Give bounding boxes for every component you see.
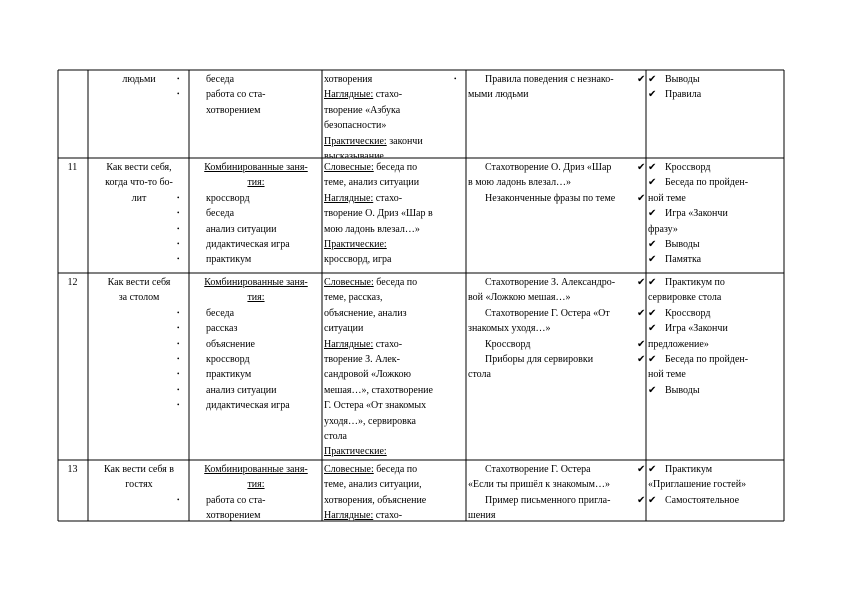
methods-line: [324, 444, 465, 459]
lesson-results: [648, 72, 784, 158]
check-icon: ✔: [648, 162, 657, 173]
check-icon: ✔: [648, 89, 657, 101]
forms-item: анализ ситуации: [206, 384, 277, 396]
lesson-materials: [468, 72, 645, 158]
lesson-materials: [468, 275, 645, 460]
check-icon: ✔: [648, 323, 657, 335]
method-text: мешая…», стахотворение: [324, 384, 433, 396]
methods-line: [324, 429, 465, 444]
lesson-number: [58, 275, 87, 460]
method-text: объяснение, анализ: [324, 307, 407, 319]
topic-line: лит: [131, 192, 147, 204]
check-icon: ✔: [648, 254, 657, 266]
materials-line: Стахотворение О. Дриз «Шар: [485, 162, 612, 173]
method-type-label: Наглядные:: [324, 192, 374, 204]
method-text: беседа по: [373, 464, 418, 475]
forms-item: практикум: [206, 254, 252, 266]
results-line: ной теме: [648, 192, 686, 204]
materials-line: Приборы для сервировки: [485, 353, 594, 365]
forms-item: хотворением: [206, 510, 261, 521]
bullet-icon: •: [454, 75, 457, 83]
check-icon: ✔: [637, 494, 646, 506]
lesson-methods: [324, 160, 465, 273]
method-text: творение «Азбука: [324, 104, 401, 116]
bullet-icon: •: [177, 240, 180, 248]
check-icon: ✔: [637, 354, 646, 365]
lesson-results: [648, 462, 784, 521]
method-text: теме, рассказ,: [324, 292, 383, 304]
forms-heading: тия:: [247, 292, 265, 304]
methods-line: [324, 191, 465, 206]
forms-item: беседа: [206, 208, 235, 220]
forms-item: кроссворд: [206, 353, 250, 365]
method-type-label: Наглядные:: [324, 89, 374, 101]
bullet-icon: •: [177, 385, 180, 394]
method-text: стахо-: [373, 89, 403, 101]
method-text: закончи: [386, 135, 423, 147]
methods-line: [324, 160, 465, 175]
materials-line: Правила поведения с незнако-: [485, 74, 614, 85]
forms-heading: Комбинированные заня-: [204, 464, 308, 475]
topic-line: гостях: [125, 479, 153, 491]
materials-line: в мою ладонь влезал…»: [468, 177, 572, 189]
method-text: Г. Остера «От знакомых: [324, 400, 427, 412]
methods-line: [324, 72, 465, 87]
topic-line: Как вести себя,: [106, 162, 172, 173]
materials-line: Незаконченные фразы по теме: [485, 192, 616, 204]
lesson-topic: [90, 275, 188, 460]
lesson-topic: [90, 72, 188, 158]
method-type-label: Словесные:: [324, 464, 374, 475]
method-text: ситуации: [324, 323, 364, 335]
methods-line: [324, 321, 465, 336]
lesson-materials: [468, 462, 645, 521]
forms-item: анализ ситуации: [206, 223, 277, 235]
lesson-number-text: 11: [67, 162, 78, 173]
results-line: Выводы: [665, 74, 700, 85]
forms-item: дидактическая игра: [206, 400, 290, 412]
method-text: хотворения: [324, 74, 373, 85]
results-line: Правила: [665, 89, 702, 101]
methods-line: [324, 252, 465, 267]
method-text: творение О. Дриз «Шар в: [324, 208, 433, 220]
materials-line: знакомых уходя…»: [468, 323, 551, 335]
results-line: Выводы: [665, 238, 700, 250]
method-text: беседа по: [373, 162, 418, 173]
results-line: Самостоятельное: [665, 494, 740, 506]
forms-item: объяснение: [206, 338, 255, 350]
methods-line: [324, 352, 465, 367]
check-icon: ✔: [637, 464, 646, 475]
results-line: ной теме: [648, 369, 686, 381]
check-icon: ✔: [648, 354, 657, 365]
lesson-results: [648, 160, 784, 273]
materials-line: Стахотворение Г. Остера: [485, 464, 591, 475]
method-text: стахо-: [373, 338, 403, 350]
method-type-label: Практические:: [324, 446, 387, 458]
forms-item: беседа: [206, 307, 235, 319]
methods-line: [324, 290, 465, 305]
bullet-icon: •: [177, 370, 180, 379]
bullet-icon: •: [177, 75, 180, 83]
results-line: Кроссворд: [665, 307, 711, 319]
check-icon: ✔: [637, 307, 646, 319]
lesson-number-text: [58, 72, 87, 87]
check-icon: ✔: [648, 307, 657, 319]
method-text: стахо-: [373, 510, 403, 521]
lesson-methods: [324, 275, 465, 460]
check-icon: ✔: [637, 162, 646, 173]
method-text: хотворения, объяснение: [324, 494, 427, 506]
methods-line: [324, 493, 465, 508]
results-line: Практикум по: [665, 277, 725, 288]
bullet-icon: •: [177, 90, 180, 99]
methods-line: [324, 237, 465, 252]
methods-line: [324, 477, 465, 492]
check-icon: ✔: [637, 277, 646, 288]
check-icon: ✔: [648, 277, 657, 288]
check-icon: ✔: [648, 177, 657, 189]
forms-item: дидактическая игра: [206, 238, 290, 250]
method-text: стола: [324, 430, 347, 442]
method-type-label: Практические:: [324, 135, 387, 147]
methods-line: [324, 103, 465, 118]
method-type-label: Наглядные:: [324, 510, 374, 521]
lesson-methods: [324, 72, 465, 158]
check-icon: ✔: [648, 384, 657, 396]
materials-line: стола: [468, 369, 491, 381]
lesson-forms: [191, 160, 321, 273]
bullet-icon: •: [177, 193, 180, 202]
materials-line: Стахотворение З. Александро-: [485, 277, 616, 288]
results-line: Игра «Закончи: [665, 323, 728, 335]
check-icon: ✔: [637, 74, 646, 85]
methods-line: [324, 222, 465, 237]
lesson-number: [58, 160, 87, 273]
methods-line: [324, 175, 465, 190]
method-text: теме, анализ ситуации: [324, 177, 420, 189]
materials-line: мыми людьми: [468, 89, 529, 101]
check-icon: ✔: [648, 208, 657, 220]
forms-item: работа со ста-: [206, 494, 266, 506]
methods-line: [324, 206, 465, 221]
forms-item: работа со ста-: [206, 89, 266, 101]
results-line: Памятка: [665, 254, 702, 266]
methods-line: [324, 149, 465, 158]
topic-line: когда что-то бо-: [105, 177, 173, 189]
topic-line: Как вести себя в: [103, 464, 174, 475]
topic-line: людьми: [122, 74, 156, 85]
method-text: творение З. Алек-: [324, 353, 400, 365]
materials-line: шения: [468, 510, 496, 521]
check-icon: ✔: [648, 74, 657, 85]
method-text: высказывание: [324, 150, 384, 158]
materials-line: Пример письменного пригла-: [485, 494, 611, 506]
results-line: Беседа по пройден-: [665, 353, 749, 365]
lesson-number-text: 12: [67, 277, 78, 288]
lesson-number-text: 13: [67, 464, 78, 475]
lesson-forms: [191, 72, 321, 158]
bullet-icon: •: [177, 324, 180, 333]
bullet-icon: •: [177, 308, 180, 317]
methods-line: [324, 508, 465, 521]
check-icon: ✔: [648, 494, 657, 506]
results-line: Игра «Закончи: [665, 208, 728, 220]
method-text: теме, анализ ситуации,: [324, 479, 422, 491]
check-icon: ✔: [637, 192, 646, 204]
methods-line: [324, 337, 465, 352]
methods-line: [324, 398, 465, 413]
materials-line: вой «Ложкою мешая…»: [468, 292, 571, 304]
materials-line: Стахотворение Г. Остера «От: [485, 307, 610, 319]
bullet-icon: •: [177, 209, 180, 218]
materials-line: Кроссворд: [485, 338, 531, 350]
bullet-icon: •: [177, 339, 180, 348]
lesson-forms: [191, 462, 321, 521]
methods-line: [324, 118, 465, 133]
results-line: Беседа по пройден-: [665, 177, 749, 189]
bullet-icon: •: [177, 355, 180, 363]
lesson-methods: [324, 462, 465, 521]
results-line: Кроссворд: [665, 162, 711, 173]
bullet-icon: •: [177, 401, 180, 410]
forms-heading: Комбинированные заня-: [204, 162, 308, 173]
forms-item: кроссворд: [206, 192, 250, 204]
method-type-label: Словесные:: [324, 277, 374, 288]
lesson-topic: [90, 462, 188, 521]
forms-item: рассказ: [206, 323, 238, 335]
forms-item: практикум: [206, 369, 252, 381]
forms-heading: Комбинированные заня-: [204, 277, 308, 288]
lesson-topic: [90, 160, 188, 273]
methods-line: [324, 87, 465, 102]
check-icon: ✔: [648, 464, 657, 475]
results-line: фразу»: [648, 223, 678, 235]
bullet-icon: •: [177, 495, 180, 504]
topic-line: Как вести себя: [107, 277, 171, 288]
lesson-number: [58, 462, 87, 521]
methods-line: [324, 462, 465, 477]
check-icon: ✔: [637, 338, 646, 350]
methods-line: [324, 414, 465, 429]
lesson-number: [58, 72, 87, 158]
method-type-label: Наглядные:: [324, 338, 374, 350]
method-text: мою ладонь влезал…»: [324, 223, 420, 235]
method-text: стахо-: [373, 192, 403, 204]
method-text: беседа по: [373, 277, 418, 288]
results-line: предложение»: [648, 338, 709, 350]
lesson-materials: [468, 160, 645, 273]
bullet-icon: •: [177, 255, 180, 264]
lesson-forms: [191, 275, 321, 460]
methods-line: [324, 383, 465, 398]
results-line: Выводы: [665, 384, 700, 396]
method-type-label: Практические:: [324, 238, 387, 250]
methods-line: [324, 134, 465, 149]
check-icon: ✔: [648, 239, 657, 250]
lesson-results: [648, 275, 784, 460]
method-text: кроссворд, игра: [324, 254, 392, 266]
forms-item: беседа: [206, 74, 235, 85]
methods-line: [324, 275, 465, 290]
forms-heading: тия:: [247, 177, 265, 189]
method-text: безопасности»: [324, 120, 387, 132]
results-line: «Приглашение гостей»: [648, 479, 747, 491]
results-line: сервировке стола: [648, 292, 722, 304]
materials-line: «Если ты пришёл к знакомым…»: [468, 479, 610, 491]
forms-heading: тия:: [247, 479, 265, 491]
forms-item: хотворением: [206, 104, 261, 116]
method-text: сандровой «Ложкою: [324, 369, 411, 381]
methods-line: [324, 367, 465, 382]
results-line: Практикум: [665, 464, 713, 475]
method-type-label: Словесные:: [324, 162, 374, 173]
methods-line: [324, 306, 465, 321]
bullet-icon: •: [177, 224, 180, 233]
method-text: уходя…», сервировка: [324, 415, 416, 427]
topic-line: за столом: [118, 292, 160, 304]
